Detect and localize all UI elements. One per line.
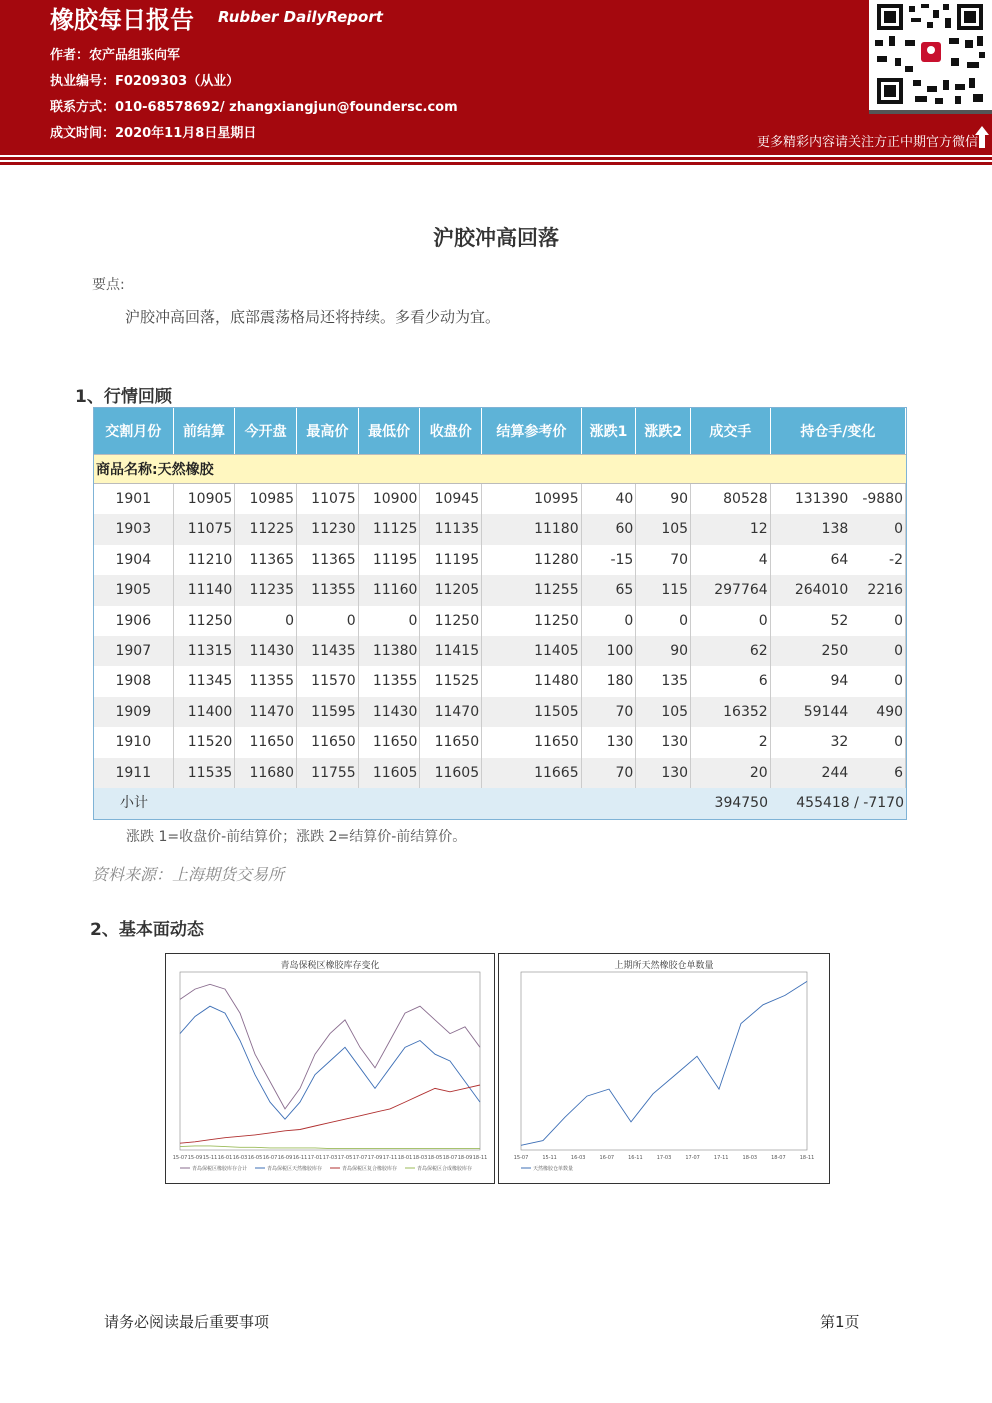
table-cell: 11250 xyxy=(174,606,236,636)
table-cell: 32 xyxy=(830,734,849,751)
table-cell: 11280 xyxy=(482,545,582,575)
table-cell: 70 xyxy=(636,545,691,575)
table-cell: 70 xyxy=(582,758,637,788)
key-points-label: 要点: xyxy=(92,277,125,293)
table-cell: 4 xyxy=(691,545,771,575)
table-row xyxy=(94,727,906,757)
table-cell: 0 xyxy=(636,606,691,636)
footer-page-number: 第1页 xyxy=(820,1313,860,1331)
table-cell: 11430 xyxy=(359,697,421,727)
chart-title: 上期所天然橡胶仓单数量 xyxy=(614,961,714,971)
table-cell: 12 xyxy=(691,514,771,544)
chart-title: 青岛保税区橡胶库存变化 xyxy=(280,961,380,971)
x-tick-label: 15-07 xyxy=(172,1155,188,1161)
table-cell: 0 xyxy=(850,606,906,636)
table-cell: 115 xyxy=(636,575,691,605)
x-tick-label: 15-07 xyxy=(513,1155,529,1161)
table-cell: 250 xyxy=(821,642,849,659)
x-tick-label: 15-11 xyxy=(542,1155,557,1161)
table-cell: 11315 xyxy=(174,636,236,666)
series-line xyxy=(521,981,807,1145)
series-line xyxy=(180,1006,480,1119)
table-cell: 11075 xyxy=(174,514,236,544)
table-cell: 2 xyxy=(691,727,771,757)
header-stripe xyxy=(0,152,992,166)
table-cell: 40 xyxy=(582,484,637,514)
x-tick-label: 16-11 xyxy=(628,1155,643,1161)
table-cell: 11075 xyxy=(297,484,359,514)
table-cell: 10900 xyxy=(359,484,421,514)
table-cell: 105 xyxy=(636,514,691,544)
table-cell: 11430 xyxy=(235,636,297,666)
table-cell: 60 xyxy=(582,514,637,544)
table-cell: 70 xyxy=(582,697,637,727)
table-note: 涨跌 1=收盘价-前结算价；涨跌 2=结算价-前结算价。 xyxy=(126,829,467,845)
table-cell: 11235 xyxy=(235,575,297,605)
table-cell: 2216 xyxy=(850,575,906,605)
x-tick-label: 17-03 xyxy=(656,1155,672,1161)
table-cell: 11380 xyxy=(359,636,421,666)
table-cell: -2 xyxy=(850,545,906,575)
table-cell: 490 xyxy=(850,697,906,727)
table-cell: 64 xyxy=(830,551,849,568)
table-row xyxy=(94,575,906,605)
table-cell: 11365 xyxy=(297,545,359,575)
table-cell: 100 xyxy=(582,636,637,666)
table-cell: 0 xyxy=(850,636,906,666)
table-cell: 0 xyxy=(850,727,906,757)
table-cell: 11195 xyxy=(359,545,421,575)
table-row xyxy=(94,697,906,727)
table-cell: 105 xyxy=(636,697,691,727)
table-cell: 11525 xyxy=(420,666,482,696)
table-cell: 297764 xyxy=(691,575,771,605)
table-cell: -9880 xyxy=(850,484,906,514)
plot-area xyxy=(521,972,807,1150)
table-cell: 244 xyxy=(821,764,849,781)
table-cell: 11605 xyxy=(420,758,482,788)
table-cell: 11140 xyxy=(174,575,236,605)
x-tick-label: 18-07 xyxy=(442,1155,458,1161)
author-line: 作者：农产品组张向军 xyxy=(50,48,181,63)
license-line: 执业编号：F0209303（从业） xyxy=(50,74,240,89)
table-body xyxy=(94,484,906,788)
x-tick-label: 18-05 xyxy=(427,1155,443,1161)
series-line xyxy=(180,984,480,1109)
table-cell: 0 xyxy=(691,606,771,636)
x-tick-label: 15-09 xyxy=(187,1155,203,1161)
table-cell: 130 xyxy=(636,727,691,757)
x-tick-label: 18-03 xyxy=(742,1155,758,1161)
column-header: 收盘价 xyxy=(420,408,482,454)
table-cell: 130 xyxy=(582,727,637,757)
table-cell: 11470 xyxy=(235,697,297,727)
table-cell: 16352 xyxy=(691,697,771,727)
table-cell: 1911 xyxy=(94,758,174,788)
table-cell: 11650 xyxy=(235,727,297,757)
key-points-text: 沪胶冲高回落，底部震荡格局还将持续。多看少动为宜。 xyxy=(125,308,501,326)
table-row xyxy=(94,666,906,696)
x-tick-label: 16-01 xyxy=(217,1155,233,1161)
x-tick-label: 17-11 xyxy=(382,1155,398,1161)
table-cell: 11650 xyxy=(482,727,582,757)
table-cell: 11355 xyxy=(297,575,359,605)
table-cell: 80528 xyxy=(691,484,771,514)
column-header: 涨跌1 xyxy=(582,408,637,454)
table-cell: 11355 xyxy=(235,666,297,696)
table-cell: 20 xyxy=(691,758,771,788)
x-tick-label: 18-11 xyxy=(472,1155,488,1161)
table-cell: 6 xyxy=(850,758,906,788)
chart-bonded-inventory-svg xyxy=(166,954,496,1185)
x-tick-label: 16-03 xyxy=(570,1155,586,1161)
table-row xyxy=(94,758,906,788)
table-cell: 131390 xyxy=(794,491,849,507)
x-tick-label: 16-05 xyxy=(247,1155,263,1161)
x-tick-label: 15-11 xyxy=(202,1155,218,1161)
table-row xyxy=(94,514,906,544)
x-tick-label: 17-05 xyxy=(337,1155,353,1161)
data-source: 资料来源：上海期货交易所 xyxy=(92,865,285,884)
table-cell: 11405 xyxy=(482,636,582,666)
table-cell: 10945 xyxy=(420,484,482,514)
x-tick-label: 18-01 xyxy=(397,1155,413,1161)
table-cell: 0 xyxy=(582,606,637,636)
column-header: 前结算 xyxy=(174,408,236,454)
table-cell: 1907 xyxy=(94,636,174,666)
section-title-market-review: 1、行情回顾 xyxy=(75,387,172,407)
table-cell: 59144 xyxy=(803,703,849,720)
x-tick-label: 16-07 xyxy=(262,1155,278,1161)
table-cell: 11520 xyxy=(174,727,236,757)
chart-warehouse-receipts xyxy=(498,953,830,1184)
table-cell: 11250 xyxy=(482,606,582,636)
table-cell: 6 xyxy=(691,666,771,696)
column-header: 涨跌2 xyxy=(636,408,691,454)
column-header: 持仓手/变化 xyxy=(771,408,906,454)
x-tick-label: 17-01 xyxy=(307,1155,323,1161)
table-cell: 11230 xyxy=(297,514,359,544)
report-header xyxy=(0,0,992,152)
footer-disclaimer: 请务必阅读最后重要事项 xyxy=(104,1313,270,1331)
table-cell: 11505 xyxy=(482,697,582,727)
table-cell: 11595 xyxy=(297,697,359,727)
table-cell: 180 xyxy=(582,666,637,696)
column-header: 今开盘 xyxy=(235,408,297,454)
report-subtitle: Rubber DailyReport xyxy=(218,8,383,26)
table-cell: 1906 xyxy=(94,606,174,636)
table-cell: -15 xyxy=(582,545,637,575)
table-cell: 11160 xyxy=(359,575,421,605)
table-cell: 0 xyxy=(297,606,359,636)
table-cell: 11135 xyxy=(420,514,482,544)
table-cell: 1901 xyxy=(94,484,174,514)
x-tick-label: 17-11 xyxy=(713,1155,729,1161)
x-tick-label: 18-11 xyxy=(799,1155,815,1161)
table-cell: 65 xyxy=(582,575,637,605)
report-title: 橡胶每日报告 xyxy=(50,6,194,34)
follow-wechat-text: 更多精彩内容请关注方正中期官方微信 xyxy=(756,135,978,150)
table-cell: 0 xyxy=(850,666,906,696)
table-cell: 11435 xyxy=(297,636,359,666)
table-cell: 90 xyxy=(636,636,691,666)
table-cell: 11210 xyxy=(174,545,236,575)
table-cell: 11755 xyxy=(297,758,359,788)
x-tick-label: 16-09 xyxy=(277,1155,293,1161)
x-tick-label: 18-03 xyxy=(412,1155,428,1161)
legend-label: 青岛保税区复合橡胶库存 xyxy=(342,1166,398,1172)
product-name-row: 商品名称:天然橡胶 xyxy=(94,454,906,484)
x-tick-label: 17-03 xyxy=(322,1155,338,1161)
table-cell: 1905 xyxy=(94,575,174,605)
table-row xyxy=(94,484,906,514)
column-header: 最高价 xyxy=(297,408,359,454)
doc-title: 沪胶冲高回落 xyxy=(433,226,559,250)
contact-line: 联系方式：010-68578692/ zhangxiangjun@foundersc.com xyxy=(50,100,458,115)
table-cell: 10905 xyxy=(174,484,236,514)
table-cell: 10985 xyxy=(235,484,297,514)
subtotal-row xyxy=(94,788,906,819)
column-header: 最低价 xyxy=(359,408,421,454)
table-cell: 135 xyxy=(636,666,691,696)
table-cell: 11650 xyxy=(420,727,482,757)
series-line xyxy=(180,1146,480,1149)
column-header: 结算参考价 xyxy=(482,408,582,454)
table-header xyxy=(94,408,906,454)
column-header: 成交手 xyxy=(691,408,771,454)
table-cell: 11355 xyxy=(359,666,421,696)
table-cell: 1909 xyxy=(94,697,174,727)
table-cell: 130 xyxy=(636,758,691,788)
table-cell: 62 xyxy=(691,636,771,666)
table-cell: 52 xyxy=(830,612,849,629)
subtotal-open-interest: 455418 / -7170 xyxy=(796,794,904,811)
x-tick-label: 18-09 xyxy=(457,1155,473,1161)
table-cell: 11345 xyxy=(174,666,236,696)
series-line xyxy=(180,1085,480,1143)
x-tick-label: 18-07 xyxy=(771,1155,786,1161)
table-cell: 10995 xyxy=(482,484,582,514)
chart-warehouse-receipts-svg xyxy=(499,954,831,1185)
x-tick-label: 17-07 xyxy=(685,1155,700,1161)
market-table xyxy=(93,407,907,820)
table-cell: 11250 xyxy=(420,606,482,636)
legend-label: 天然橡胶仓单数量 xyxy=(533,1166,574,1172)
arrow-up-icon xyxy=(975,126,989,148)
table-row xyxy=(94,606,906,636)
x-tick-label: 16-07 xyxy=(599,1155,615,1161)
table-cell: 1910 xyxy=(94,727,174,757)
x-tick-label: 17-07 xyxy=(352,1155,368,1161)
section-title-fundamentals: 2、基本面动态 xyxy=(90,920,204,940)
table-cell: 138 xyxy=(821,521,849,538)
table-cell: 90 xyxy=(636,484,691,514)
table-cell: 11365 xyxy=(235,545,297,575)
table-cell: 11415 xyxy=(420,636,482,666)
table-row xyxy=(94,545,906,575)
table-cell: 11480 xyxy=(482,666,582,696)
table-cell: 11195 xyxy=(420,545,482,575)
table-cell: 11605 xyxy=(359,758,421,788)
x-tick-label: 17-09 xyxy=(367,1155,383,1161)
table-cell: 1904 xyxy=(94,545,174,575)
table-cell: 11570 xyxy=(297,666,359,696)
column-header: 交割月份 xyxy=(94,408,174,454)
subtotal-volume: 394750 xyxy=(714,794,768,811)
table-cell: 11680 xyxy=(235,758,297,788)
table-cell: 11650 xyxy=(359,727,421,757)
qr-code-icon[interactable] xyxy=(869,0,992,110)
table-cell: 11255 xyxy=(482,575,582,605)
table-cell: 11205 xyxy=(420,575,482,605)
table-cell: 11180 xyxy=(482,514,582,544)
table-cell: 11535 xyxy=(174,758,236,788)
x-tick-label: 16-11 xyxy=(292,1155,308,1161)
table-row xyxy=(94,636,906,666)
table-cell: 11470 xyxy=(420,697,482,727)
x-tick-label: 16-03 xyxy=(232,1155,248,1161)
table-cell: 0 xyxy=(850,514,906,544)
table-cell: 264010 xyxy=(794,582,849,599)
table-cell: 0 xyxy=(359,606,421,636)
table-cell: 1908 xyxy=(94,666,174,696)
legend-label: 青岛保税区合成橡胶库存 xyxy=(417,1166,473,1172)
table-cell: 94 xyxy=(830,673,849,690)
table-cell: 11225 xyxy=(235,514,297,544)
table-cell: 1903 xyxy=(94,514,174,544)
table-cell: 11400 xyxy=(174,697,236,727)
subtotal-label: 小计 xyxy=(120,794,148,811)
legend-label: 青岛保税区橡胶库存合计 xyxy=(192,1166,248,1172)
legend-label: 青岛保税区天然橡胶库存 xyxy=(267,1166,323,1172)
table-cell: 0 xyxy=(235,606,297,636)
table-cell: 11650 xyxy=(297,727,359,757)
table-cell: 11665 xyxy=(482,758,582,788)
date-line: 成文时间：2020年11月8日星期日 xyxy=(50,126,257,141)
table-cell: 11125 xyxy=(359,514,421,544)
chart-bonded-inventory xyxy=(165,953,495,1184)
